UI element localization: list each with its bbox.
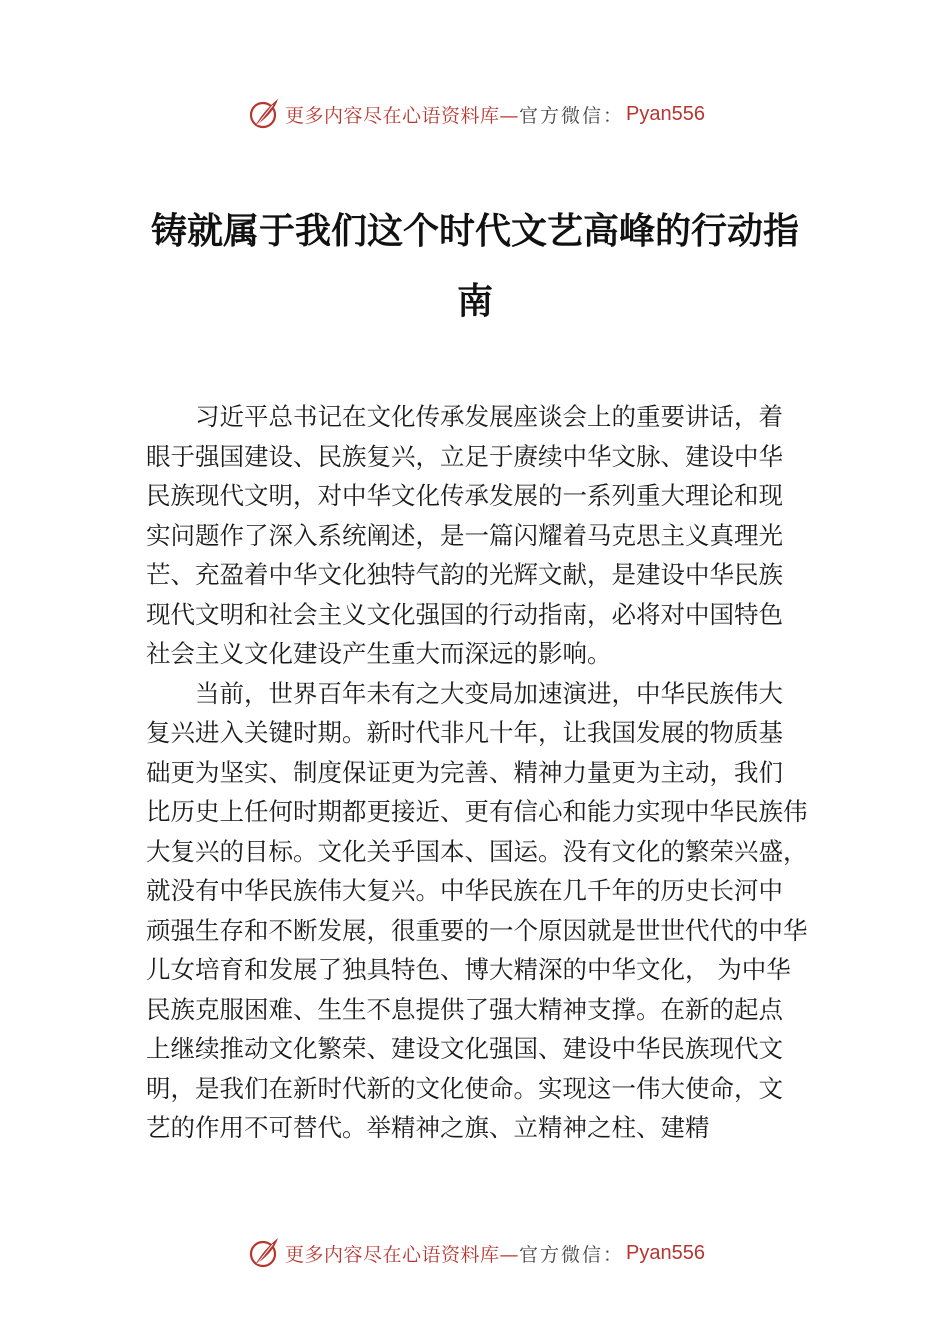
document-body bbox=[146, 397, 826, 1148]
banner-wechat-id: Pyan556 bbox=[626, 1241, 705, 1264]
text-line: 习近平总书记在文化传承发展座谈会上的重要讲话，着 bbox=[195, 402, 783, 431]
text-line: 复兴进入关键时期。新时代非凡十年，让我国发展的物质基 bbox=[146, 718, 783, 747]
text-line: 就没有中华民族伟大复兴。中华民族在几千年的历史长河中 bbox=[146, 876, 783, 905]
text-line: 艺的作用不可替代。举精神之旗、立精神之柱、建精 bbox=[146, 1113, 710, 1142]
document-title bbox=[0, 196, 950, 336]
text-line: 明，是我们在新时代新的文化使命。实现这一伟大使命，文 bbox=[146, 1073, 783, 1103]
text-line: 当前，世界百年未有之大变局加速演进，中华民族伟大 bbox=[195, 678, 783, 708]
footer-banner bbox=[0, 1231, 950, 1275]
paragraph-2 bbox=[146, 674, 826, 1148]
banner-promo-text: 更多内容尽在心语资料库— bbox=[285, 104, 520, 127]
banner-wechat-id: Pyan556 bbox=[626, 102, 705, 125]
text-line: 民族克服困难、生生不息提供了强大精神支撑。在新的起点 bbox=[146, 994, 783, 1024]
text-line: 芒、充盈着中华文化独特气韵的光辉文献，是建设中华民族 bbox=[146, 560, 783, 589]
text-line: 儿女培育和发展了独具特色、博大精深的中华文化， 为中华 bbox=[146, 955, 791, 984]
banner-wechat-label: 官方微信： bbox=[519, 104, 625, 127]
feather-pen-logo-icon bbox=[245, 1235, 281, 1271]
header-banner bbox=[0, 92, 950, 136]
feather-pen-logo-icon bbox=[245, 96, 281, 132]
banner-promo-text: 更多内容尽在心语资料库— bbox=[285, 1243, 520, 1266]
text-line: 眼于强国建设、民族复兴，立足于赓续中华文脉、建设中华 bbox=[146, 441, 783, 471]
text-line: 实问题作了深入系统阐述，是一篇闪耀着马克思主义真理光 bbox=[146, 520, 783, 550]
text-line: 大复兴的目标。文化关乎国本、国运。没有文化的繁荣兴盛， bbox=[146, 836, 808, 866]
paragraph-1 bbox=[146, 397, 826, 674]
text-line: 社会主义文化建设产生重大而深远的影响。 bbox=[146, 639, 612, 668]
text-line: 础更为坚实、制度保证更为完善、精神力量更为主动，我们 bbox=[146, 757, 783, 787]
text-line: 现代文明和社会主义文化强国的行动指南，必将对中国特色 bbox=[146, 599, 783, 629]
text-line: 上继续推动文化繁荣、建设文化强国、建设中华民族现代文 bbox=[146, 1034, 783, 1063]
text-line: 民族现代文明，对中华文化传承发展的一系列重大理论和现 bbox=[146, 481, 783, 510]
banner-wechat-label: 官方微信： bbox=[519, 1243, 625, 1266]
title-line-2: 南 bbox=[456, 280, 493, 322]
title-line-1: 铸就属于我们这个时代文艺高峰的行动指 bbox=[150, 210, 799, 252]
text-line: 比历史上任何时期都更接近、更有信心和能力实现中华民族伟 bbox=[146, 797, 808, 826]
text-line: 顽强生存和不断发展，很重要的一个原因就是世世代代的中华 bbox=[146, 915, 808, 945]
